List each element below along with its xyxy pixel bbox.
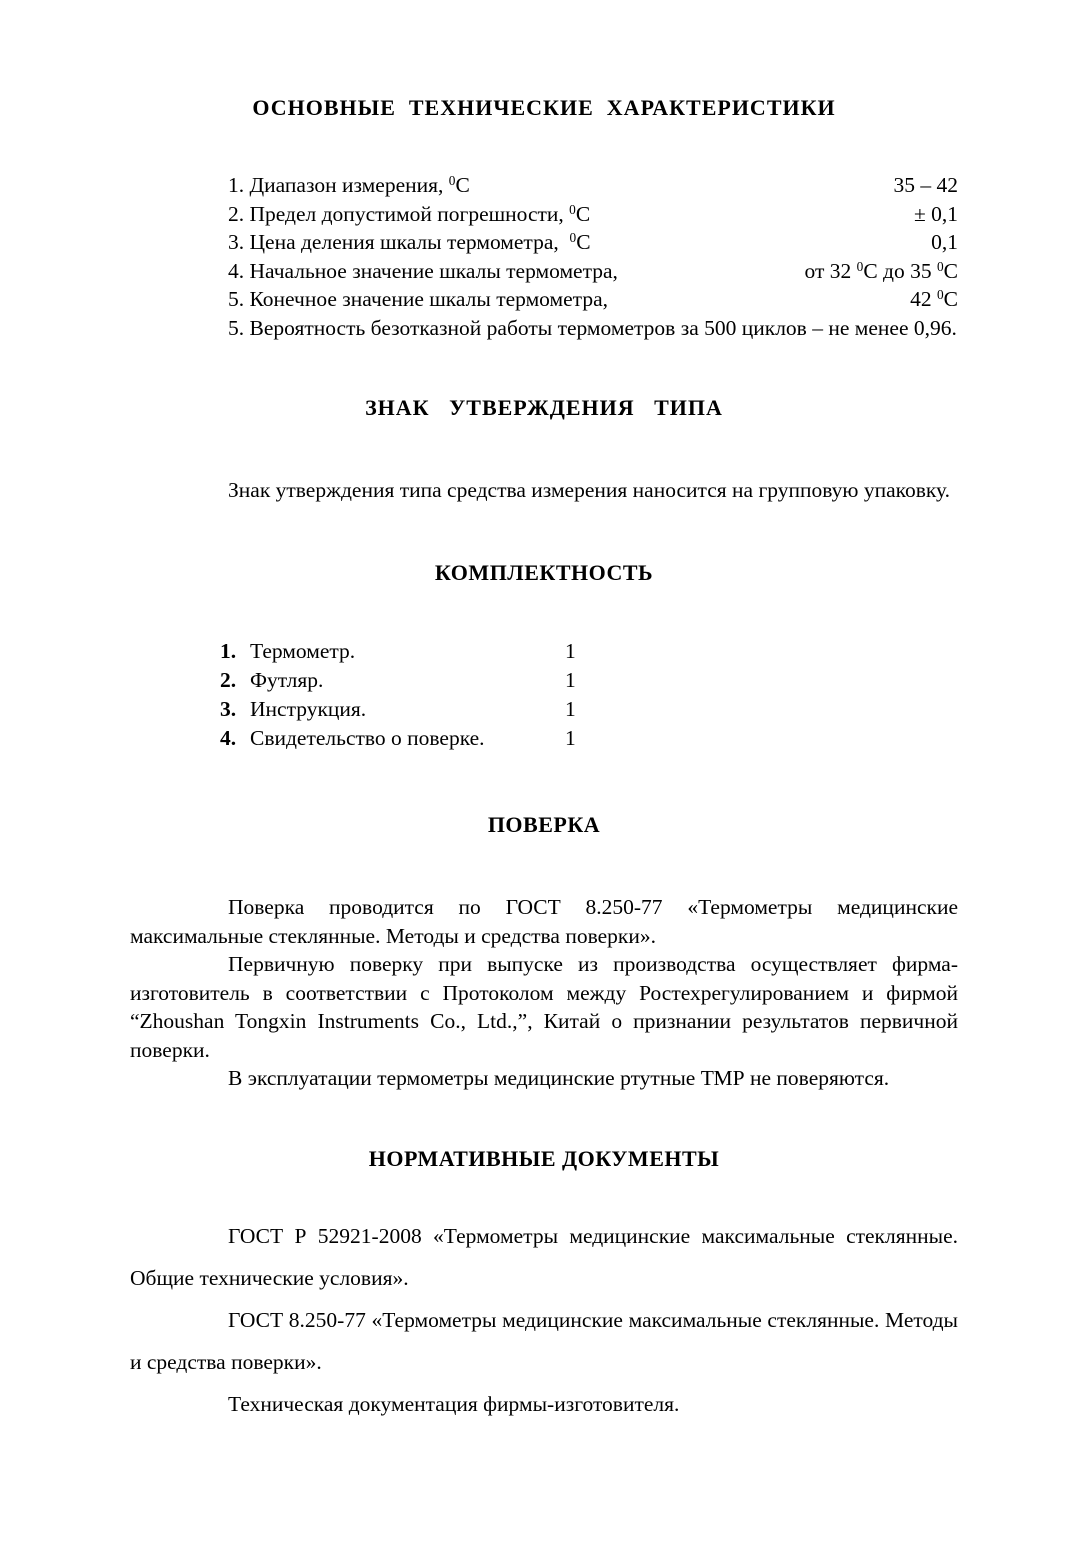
specifications-list (130, 171, 958, 314)
paragraph-gost-52921: ГОСТ Р 52921-2008 «Термометры медицинские максимальные стеклянные. Общие технические условия». (130, 1223, 958, 1290)
degree-superscript-icon: 0 (569, 201, 576, 217)
paragraph-primary-verification: Первичную поверку при выпуске из производства осуществляет фирма-изготовитель в соответствии с Протоколом между Ростехрегулированием и фирмой “Zhoushan Tongxin Instruments Co., Ltd.,”, Китай о признании результатов первичной поверки. (130, 952, 958, 1062)
list-item-quantity: 1 (565, 726, 576, 751)
spec-row-scale-start-value (130, 257, 958, 286)
section-heading-normative-documents: НОРМАТИВНЫЕ ДОКУМЕНТЫ (368, 1145, 720, 1171)
list-item-label: Футляр. (250, 668, 324, 693)
spec-label: 4. Начальное значение шкалы термометра, (228, 258, 618, 283)
list-item-label: Свидетельство о поверке. (250, 726, 485, 751)
paragraph-verification-standard: Поверка проводится по ГОСТ 8.250-77 «Термометры медицинские максимальные стеклянные. Методы и средства поверки». (130, 895, 958, 948)
spec-value: 42 $^0$С (910, 287, 958, 312)
paragraph-reliability: 5. Вероятность безотказной работы термометров за 500 циклов – не менее 0,96. (228, 315, 957, 340)
paragraph-manufacturer-documentation: Техническая документация фирмы-изготовителя. (228, 1391, 680, 1416)
list-item (130, 637, 958, 666)
list-item-label: Термометр. (250, 639, 356, 664)
degree-superscript-icon: 0 (856, 258, 864, 274)
list-item-quantity: 1 (565, 639, 576, 664)
spec-row-measurement-range (130, 171, 958, 200)
list-item-quantity: 1 (565, 697, 576, 722)
list-item-number: 2. (220, 668, 237, 693)
degree-superscript-icon: 0 (448, 173, 456, 189)
section-heading-verification: ПОВЕРКА (487, 812, 601, 838)
list-item-number: 4. (220, 726, 237, 751)
section-heading-type-approval: ЗНАК УТВЕРЖДЕНИЯ ТИПА (365, 395, 723, 421)
spec-label: 3. Цена деления шкалы термометра, $^0$С (228, 230, 591, 255)
degree-superscript-icon: 0 (936, 258, 944, 274)
spec-value: 35 – 42 (893, 173, 958, 198)
document-page (130, 0, 958, 1560)
degree-superscript-icon: 0 (936, 287, 944, 303)
spec-value: от 32 $^0$С до 35 $^0$С (804, 258, 958, 283)
list-item (130, 666, 958, 695)
spec-row-permissible-error (130, 200, 958, 229)
spec-row-scale-end-value (130, 285, 958, 314)
list-item-quantity: 1 (565, 668, 576, 693)
list-item (130, 695, 958, 724)
spec-value: ± 0,1 (913, 201, 958, 226)
degree-superscript-icon: 0 (569, 230, 577, 246)
spec-row-scale-division (130, 228, 958, 257)
list-item (130, 724, 958, 753)
paragraph-in-service-verification: В эксплуатации термометры медицинские ртутные ТМР не поверяются. (228, 1066, 890, 1091)
list-item-number: 1. (220, 639, 237, 664)
list-item-label: Инструкция. (250, 697, 367, 722)
section-heading-specifications: ОСНОВНЫЕ ТЕХНИЧЕСКИЕ ХАРАКТЕРИСТИКИ (252, 95, 836, 120)
completeness-list (130, 637, 958, 753)
section-heading-completeness: КОМПЛЕКТНОСТЬ (434, 559, 654, 585)
list-item-number: 3. (220, 697, 237, 722)
spec-label: 5. Конечное значение шкалы термометра, (228, 287, 608, 312)
spec-value: 0,1 (931, 230, 958, 255)
paragraph-type-approval: Знак утверждения типа средства измерения наносится на групповую упаковку. (228, 478, 951, 503)
paragraph-gost-8250: ГОСТ 8.250-77 «Термометры медицинские максимальные стеклянные. Методы и средства поверки». (130, 1307, 958, 1374)
spec-label: 1. Диапазон измерения, $^0$С (228, 173, 470, 198)
spec-label: 2. Предел допустимой погрешности, $^0$С (228, 201, 591, 226)
